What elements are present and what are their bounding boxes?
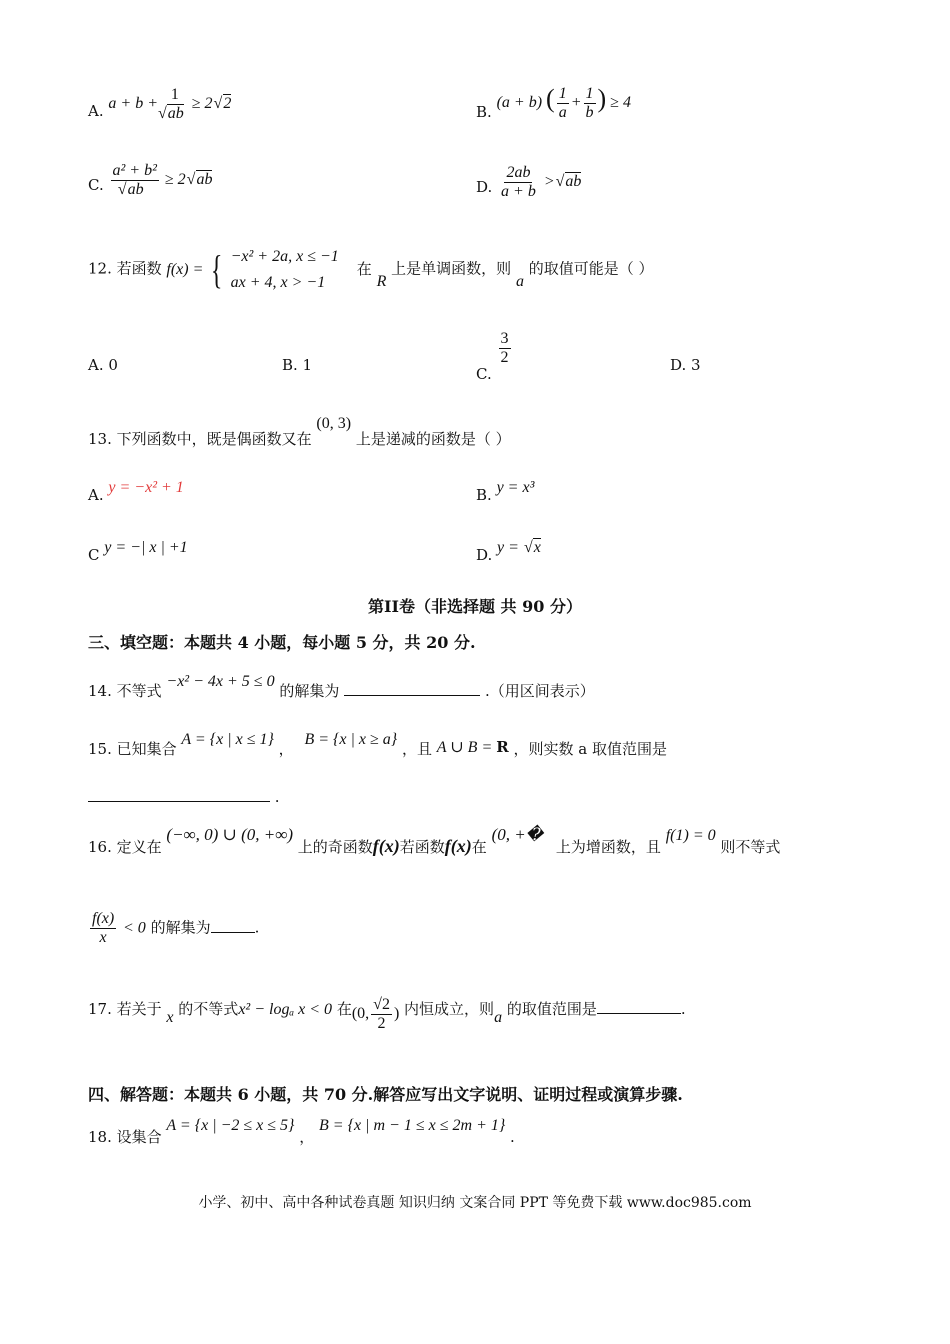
option-label: D.: [476, 178, 493, 197]
q12-option-a: A. 0: [88, 356, 118, 374]
stem-text: .: [274, 788, 280, 806]
case-1: −x² + 2a, x ≤ −1: [230, 248, 339, 265]
answer-blank[interactable]: [88, 801, 270, 802]
answer-expr: y = −x² + 1: [108, 479, 184, 496]
option-label: A.: [88, 102, 104, 121]
func-name: f(x) =: [166, 260, 204, 278]
inequality: x² − logₐ x < 0: [238, 1001, 333, 1019]
frac-num: 1: [558, 84, 567, 102]
frac-num: a² + b²: [112, 162, 157, 179]
frac-den: a: [558, 103, 567, 121]
fraction: [111, 162, 159, 199]
option-expr: y = x³: [496, 479, 535, 496]
q15: [88, 728, 667, 758]
option-label: C.: [476, 364, 492, 383]
frac-den: a + b: [501, 183, 536, 200]
stem-text: 17. 若关于: [88, 1000, 162, 1019]
stem-text: 12. 若函数: [88, 259, 162, 278]
frac-den: 2: [500, 349, 509, 366]
stem-text: 的不等式: [178, 1000, 239, 1019]
stem-text: 在: [356, 259, 372, 278]
stem-text: .: [254, 918, 260, 937]
sqrt-content: √ ab: [127, 180, 144, 198]
stem-text: 上是单调函数，则: [391, 259, 512, 278]
option-label: D.: [476, 546, 493, 564]
answer-blank[interactable]: [211, 932, 255, 933]
fraction: [371, 996, 392, 1033]
option-label: C.: [88, 176, 104, 195]
stem-text: 则不等式: [720, 838, 781, 856]
fraction: [499, 330, 511, 367]
var-a: a: [515, 272, 524, 290]
q17: [88, 996, 686, 1033]
interval-right: ): [393, 1005, 400, 1023]
stem-text: 的解集为: [150, 918, 211, 937]
fraction: [499, 164, 538, 201]
set-a: A = {x | x ≤ 1}: [181, 731, 274, 748]
q11-b-math: (a + b) ( $\frac{1}{a}$ + $\frac{1}{b}$ ) ≥ 4: [496, 84, 631, 121]
stem-text: ，: [278, 740, 294, 758]
interval-left: (0,: [351, 1005, 370, 1023]
fraction: [164, 86, 186, 123]
stem-text: 上为增函数，且: [555, 838, 661, 856]
page-footer: 小学、初中、高中各种试卷真题 知识归纳 文案合同 PPT 等免费下载 www.doc985.com: [198, 1195, 752, 1211]
q13-option-b: [476, 478, 535, 504]
stem-text: ，且: [401, 740, 432, 758]
q11-option-b: [476, 84, 631, 122]
q11-c-math: [109, 162, 213, 198]
q13-option-a: [88, 478, 184, 504]
sqrt-content: √ ab: [167, 104, 184, 122]
q11-option-d: [476, 164, 581, 201]
stem-text: 16. 定义在: [88, 838, 162, 856]
stem-text: 14. 不等式: [88, 682, 162, 700]
frac-den: x: [99, 929, 107, 946]
expr-part: ≥ 2: [191, 95, 213, 113]
q14: [88, 670, 595, 700]
q11-a-math: [108, 86, 232, 122]
fraction: [557, 85, 569, 122]
expr-part: < 0: [122, 919, 146, 937]
real-set: R: [496, 738, 509, 756]
stem-text: 的取值可能是（ ）: [528, 259, 654, 278]
fraction: [584, 85, 596, 122]
stem-text: .（用区间表示）: [484, 682, 595, 700]
interval: (0, +�: [491, 825, 544, 844]
option-label: B.: [476, 486, 492, 504]
q13-stem: [88, 412, 511, 448]
var-a: a: [494, 1009, 503, 1027]
union-expr: A ∪ B =: [436, 739, 497, 756]
section-iv-title: 四、解答题：本题共 6 小题，共 70 分.解答应写出文字说明、证明过程或演算步骤.: [88, 1085, 683, 1104]
frac-num: f(x): [92, 910, 115, 927]
stem-text: 18. 设集合: [88, 1128, 162, 1146]
frac-num: 1: [170, 86, 179, 103]
condition: f(1) = 0: [665, 827, 716, 844]
q11-d-math: [497, 164, 582, 200]
sqrt-content: √ 2: [223, 94, 232, 112]
expr-part: >: [543, 173, 555, 191]
set-a: A = {x | −2 ≤ x ≤ 5}: [166, 1117, 295, 1134]
stem-text: 的解集为: [279, 682, 340, 700]
interval: (0, 3): [316, 415, 352, 432]
stem-text: ，: [299, 1128, 315, 1146]
frac-num: √2: [373, 996, 390, 1013]
expr-part: (a + b): [496, 94, 543, 111]
section-ii-title: 第II卷（非选择题 共 90 分）: [368, 597, 582, 616]
sqrt-content: √ x: [533, 538, 541, 556]
stem-text: 在: [471, 838, 487, 856]
domain: (−∞, 0) ∪ (0, +∞): [166, 825, 293, 844]
frac-num: 3: [500, 330, 509, 347]
set-b: B = {x | x ≥ a}: [304, 731, 398, 748]
option-label: B.: [476, 103, 492, 121]
stem-text: ，则实数 a 取值范围是: [513, 740, 667, 758]
stem-text: .: [680, 1000, 686, 1019]
q12-option-c: [476, 330, 513, 383]
q16-inequality: [88, 910, 259, 947]
domain-r: R: [376, 272, 387, 290]
stem-text: 的取值范围是: [506, 1000, 597, 1019]
set-b: B = {x | m − 1 ≤ x ≤ 2m + 1}: [319, 1117, 506, 1134]
q11-option-a: [88, 86, 231, 123]
var-x: x: [166, 1009, 174, 1027]
q16: [88, 824, 781, 856]
option-label: C: [88, 546, 100, 564]
option-label: A.: [88, 486, 104, 504]
q12-piecewise: f(x) = { −x² + 2a, x ≤ −1 ax + 4, x > −1: [166, 261, 342, 278]
stem-text: 13. 下列函数中，既是偶函数又在: [88, 430, 312, 448]
section-iii-title: 三、填空题：本题共 4 小题，每小题 5 分，共 20 分.: [88, 633, 476, 652]
q13-option-c: [88, 538, 188, 564]
frac-num: 2ab: [506, 164, 531, 181]
stem-text: 若函数: [399, 838, 445, 856]
expr-part: ≥ 4: [610, 94, 631, 111]
func-f: f(x): [444, 836, 472, 856]
inequality: −x² − 4x + 5 ≤ 0: [166, 673, 275, 690]
stem-text: 上的奇函数: [297, 838, 373, 856]
q12-stem: [88, 244, 654, 296]
frac-num: 1: [585, 84, 594, 102]
expr-part: ≥ 2: [164, 171, 186, 189]
stem-text: .: [510, 1128, 515, 1146]
q11-option-c: [88, 162, 212, 199]
frac-den: 2: [377, 1015, 386, 1032]
sqrt-content: √ ab: [196, 170, 213, 188]
case-2: ax + 4, x > −1: [230, 274, 326, 291]
stem-text: 上是递减的函数是（ ）: [355, 430, 511, 448]
option-expr: y =: [497, 539, 523, 556]
option-expr: y = −| x | +1: [104, 539, 188, 556]
answer-blank[interactable]: [344, 695, 480, 696]
answer-blank[interactable]: [597, 1013, 681, 1014]
q12-option-b: B. 1: [282, 356, 313, 374]
expr-part: a + b +: [108, 95, 158, 113]
stem-text: 内恒成立，则: [404, 1000, 495, 1019]
sqrt-content: √ ab: [565, 172, 582, 190]
q15-answer-line: [88, 788, 280, 806]
stem-text: 在: [336, 1000, 352, 1019]
q12-option-d: D. 3: [670, 356, 701, 374]
fraction: [90, 910, 116, 947]
frac-den: b: [585, 103, 594, 121]
q18: [88, 1114, 515, 1146]
q13-option-d: [476, 538, 541, 564]
stem-text: 15. 已知集合: [88, 740, 177, 758]
func-f: f(x): [372, 836, 400, 856]
plus: +: [570, 94, 582, 111]
